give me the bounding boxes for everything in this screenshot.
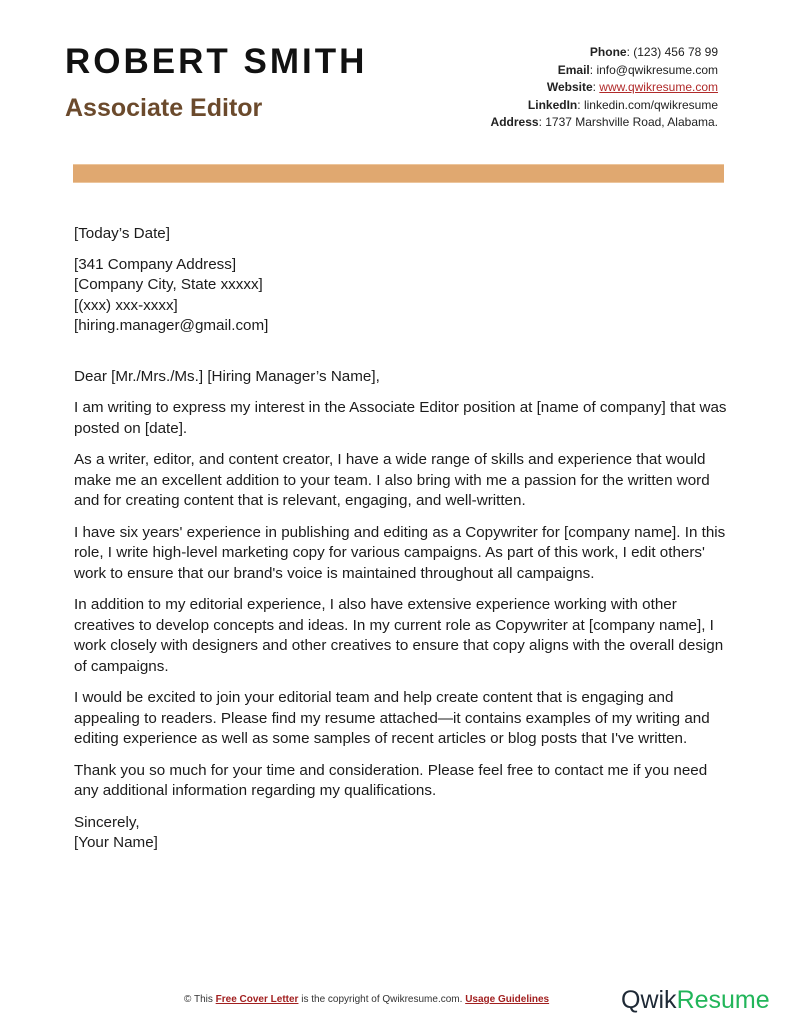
website-link[interactable]: www.qwikresume.com bbox=[599, 80, 718, 94]
website-label: Website bbox=[546, 80, 593, 94]
paragraph-interest: I would be excited to join your editorial team and help create content that is engaging and appealing to readers. Please find my resume attached—it contains examples of my writing and editing experience as well as some samples of recent articles or blog posts that I've written. bbox=[74, 689, 710, 747]
contact-address: Address: 1737 Marshville Road, Alabama. bbox=[490, 115, 718, 129]
salutation: Dear [Mr./Mrs./Ms.] [Hiring Manager’s Name], bbox=[74, 367, 380, 385]
footer-prefix: © This bbox=[184, 994, 216, 1005]
recipient-email: [hiring.manager@gmail.com] bbox=[74, 317, 269, 334]
signature: [Your Name] bbox=[74, 834, 158, 851]
contact-phone: Phone: (123) 456 78 99 bbox=[589, 45, 718, 59]
qwikresume-logo[interactable] bbox=[621, 988, 770, 1013]
email-value: info@qwikresume.com bbox=[596, 62, 718, 77]
contact-block bbox=[491, 44, 718, 132]
logo-resume: Resume bbox=[676, 986, 770, 1014]
closing: Sincerely, bbox=[74, 813, 140, 831]
recipient-city: [Company City, State xxxxx] bbox=[74, 276, 263, 293]
address-label: Address bbox=[490, 115, 539, 129]
free-cover-letter-link[interactable]: Free Cover Letter bbox=[215, 994, 299, 1005]
paragraph-skills: As a writer, editor, and content creator, I have a wide range of skills and experience that would make me an excellent addition to your team. I also bring with me a passion for the written word and for creating content that is relevant, engaging, and well-written. bbox=[74, 451, 710, 509]
paragraph-intro: I am writing to express my interest in the Associate Editor position at [name of company] that was posted on [date]. bbox=[74, 399, 727, 437]
recipient-address: [341 Company Address] bbox=[74, 255, 237, 273]
accent-divider bbox=[73, 164, 724, 183]
contact-email: Email: info@qwikresume.com bbox=[557, 62, 718, 77]
copyright-footer bbox=[184, 994, 549, 1005]
logo-qwik: Qwik bbox=[621, 986, 677, 1014]
job-title: Associate Editor bbox=[65, 94, 263, 122]
candidate-name: ROBERT SMITH bbox=[65, 42, 368, 81]
linkedin-label: LinkedIn bbox=[527, 97, 578, 112]
phone-value: (123) 456 78 99 bbox=[633, 45, 718, 59]
letter-body bbox=[74, 224, 734, 854]
paragraph-collaboration: In addition to my editorial experience, I also have extensive experience working with other creatives to develop concepts and ideas. In my current role as Copywriter at [company name], I work closely with designers and other creatives to ensure that copy aligns with the overall design of campaigns. bbox=[74, 596, 724, 675]
recipient-phone: [(xxx) xxx-xxxx] bbox=[74, 296, 178, 314]
paragraph-experience: I have six years' experience in publishing and editing as a Copywriter for [company name]. In this role, I write high-level marketing copy for various campaigns. As part of this work, I edit others' work to ensure that our brand's voice is maintained throughout all campaigns. bbox=[74, 523, 726, 582]
address-value: 1737 Marshville Road, Alabama. bbox=[545, 115, 718, 129]
email-label: Email bbox=[557, 62, 590, 77]
letter-date: [Today’s Date] bbox=[74, 225, 170, 242]
contact-linkedin: LinkedIn: linkedin.com/qwikresume bbox=[527, 97, 718, 112]
phone-label: Phone bbox=[589, 45, 627, 59]
contact-website: Website: www.qwikresume.com bbox=[546, 80, 718, 94]
usage-guidelines-link[interactable]: Usage Guidelines bbox=[465, 994, 550, 1005]
paragraph-closing: Thank you so much for your time and consideration. Please feel free to contact me if you need any additional information regarding my qualifications. bbox=[74, 761, 708, 799]
footer-middle: is the copyright of Qwikresume.com. bbox=[298, 994, 466, 1005]
linkedin-value: linkedin.com/qwikresume bbox=[583, 97, 718, 112]
